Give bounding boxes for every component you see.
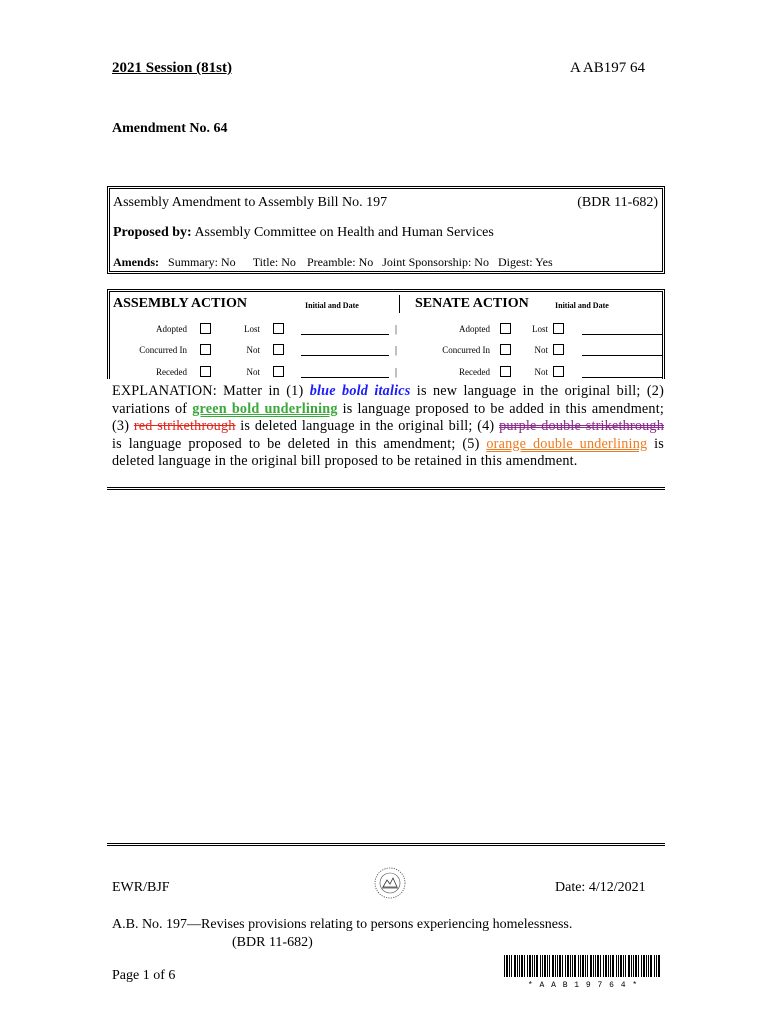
barcode-bar — [656, 955, 657, 977]
explanation-text: is language proposed to be added in this amendment; (3) — [112, 400, 664, 434]
barcode-bar — [567, 955, 569, 977]
barcode-bar — [506, 955, 508, 977]
senate-action-title: SENATE ACTION — [415, 296, 529, 311]
amends-summary: Summary: No — [168, 255, 236, 269]
barcode-bar — [565, 955, 566, 977]
assembly-concurred-checkbox[interactable] — [200, 344, 211, 355]
barcode-bar — [542, 955, 543, 977]
senate-concurred-label: Concurred In — [442, 345, 490, 355]
box-bdr: (BDR 11-682) — [577, 195, 658, 210]
barcode-bar — [524, 955, 525, 977]
barcode-bar — [544, 955, 546, 977]
barcode-bar — [650, 955, 652, 977]
explanation-text: EXPLANATION: Matter in (1) — [112, 383, 310, 399]
amends-digest: Digest: Yes — [497, 255, 553, 269]
assembly-not-label-1: Not — [246, 345, 260, 355]
barcode-bar — [603, 955, 604, 977]
drafter-initials: EWR/BJF — [112, 880, 170, 895]
green-underline-sample: green bold underlining — [192, 400, 338, 417]
barcode-bar — [646, 955, 647, 977]
assembly-initial-date-label: Initial and Date — [305, 301, 359, 310]
barcode-bar — [519, 955, 520, 977]
explanation-paragraph — [112, 383, 664, 471]
barcode-bar — [574, 955, 576, 977]
senate-adopted-checkbox[interactable] — [500, 323, 511, 334]
barcode-bar — [527, 955, 528, 977]
barcode-bar — [623, 955, 624, 977]
pipe-separator: | — [395, 324, 398, 335]
senate-signature-line-1[interactable] — [582, 334, 662, 335]
assembly-adopted-label: Adopted — [156, 324, 187, 334]
assembly-signature-line-2[interactable] — [301, 355, 389, 356]
barcode-bar — [654, 955, 655, 977]
pipe-separator: | — [395, 367, 398, 378]
barcode-bar — [610, 955, 611, 977]
explanation-rule — [107, 487, 665, 490]
barcode-bar — [612, 955, 614, 977]
barcode-bar — [559, 955, 561, 977]
red-strikethrough-sample: red strikethrough — [133, 418, 236, 434]
barcode-bar — [540, 955, 541, 977]
barcode-bar — [578, 955, 579, 977]
assembly-concurred-label: Concurred In — [139, 345, 187, 355]
assembly-not-checkbox-1[interactable] — [273, 344, 284, 355]
senate-lost-label: Lost — [531, 324, 548, 334]
amends-title: Title: No — [252, 255, 296, 269]
barcode-bar — [597, 955, 599, 977]
barcode-bar — [648, 955, 649, 977]
barcode-bar — [504, 955, 505, 977]
barcode-bar — [616, 955, 617, 977]
amendment-code: A AB197 64 — [570, 60, 646, 76]
senate-not-checkbox-1[interactable] — [553, 344, 564, 355]
amendment-number: Amendment No. 64 — [112, 121, 228, 136]
assembly-receded-label: Receded — [156, 367, 187, 377]
amendment-box — [107, 186, 665, 274]
pipe-separator: | — [395, 345, 398, 356]
barcode-bar — [547, 955, 548, 977]
barcode — [504, 955, 662, 990]
barcode-bar — [633, 955, 634, 977]
box-title: Assembly Amendment to Assembly Bill No. 197 — [113, 195, 388, 210]
barcode-bar — [593, 955, 594, 977]
barcode-bar — [585, 955, 586, 977]
barcode-bar — [511, 955, 512, 977]
senate-receded-label: Receded — [459, 367, 490, 377]
senate-lost-checkbox[interactable] — [553, 323, 564, 334]
barcode-bar — [534, 955, 535, 977]
barcode-bar — [509, 955, 510, 977]
assembly-not-label-2: Not — [246, 367, 260, 377]
barcode-bar — [631, 955, 632, 977]
barcode-bar — [625, 955, 626, 977]
barcode-bar — [552, 955, 554, 977]
assembly-action-title: ASSEMBLY ACTION — [113, 296, 247, 311]
barcode-bar — [643, 955, 645, 977]
barcode-bar — [618, 955, 619, 977]
explanation-text: is deleted language in the original bill proposed to be retained in this amendment. — [112, 435, 664, 469]
barcode-bar — [572, 955, 573, 977]
barcode-bar — [582, 955, 584, 977]
orange-underline-sample: orange double underlining — [486, 435, 648, 452]
assembly-signature-line-1[interactable] — [301, 334, 389, 335]
senate-not-checkbox-2[interactable] — [553, 366, 564, 377]
barcode-bar — [608, 955, 609, 977]
barcode-bar — [555, 955, 556, 977]
footer-rule — [107, 843, 665, 846]
explanation-text: is language proposed to be deleted in this amendment; (5) — [112, 435, 487, 452]
barcode-bar — [641, 955, 642, 977]
section-divider — [399, 295, 400, 313]
proposed-by-label: Proposed by: — [113, 225, 192, 240]
bill-summary: A.B. No. 197—Revises provisions relating to persons experiencing homelessness. — [112, 917, 573, 932]
amends-label: Amends: — [113, 255, 160, 269]
explanation-text: is deleted language in the original bill; (4) — [235, 418, 500, 434]
amends-row — [113, 255, 553, 270]
barcode-bar — [605, 955, 607, 977]
assembly-not-checkbox-2[interactable] — [273, 366, 284, 377]
blue-italics-sample: blue bold italics — [309, 383, 411, 399]
barcode-bar — [557, 955, 558, 977]
barcode-bar — [549, 955, 550, 977]
proposed-by-value: Assembly Committee on Health and Human Services — [194, 225, 494, 240]
assembly-lost-checkbox[interactable] — [273, 323, 284, 334]
amendment-date: Date: 4/12/2021 — [555, 880, 646, 895]
amends-joint-sponsorship: Joint Sponsorship: No — [382, 255, 489, 269]
senate-signature-line-2[interactable] — [582, 355, 662, 356]
senate-adopted-label: Adopted — [459, 324, 490, 334]
barcode-bars-icon — [504, 955, 662, 977]
bill-bdr: (BDR 11-682) — [232, 935, 313, 950]
barcode-bar — [570, 955, 571, 977]
barcode-bar — [514, 955, 516, 977]
purple-strikethrough-sample: purple double strikethrough — [499, 418, 665, 434]
senate-not-label-2: Not — [534, 367, 548, 377]
barcode-bar — [517, 955, 518, 977]
senate-concurred-checkbox[interactable] — [500, 344, 511, 355]
assembly-lost-label: Lost — [243, 324, 260, 334]
assembly-receded-checkbox[interactable] — [200, 366, 211, 377]
page-number: Page 1 of 6 — [112, 968, 176, 983]
barcode-bar — [595, 955, 596, 977]
explanation-text: is new language in the original bill; (2) variations of — [112, 383, 665, 417]
action-section — [107, 289, 665, 379]
proposed-by — [113, 225, 494, 241]
barcode-bar — [635, 955, 637, 977]
barcode-bar — [587, 955, 588, 977]
assembly-signature-line-3[interactable] — [301, 377, 389, 378]
barcode-bar — [580, 955, 581, 977]
senate-initial-date-label: Initial and Date — [555, 301, 609, 310]
barcode-bar — [590, 955, 592, 977]
barcode-bar — [628, 955, 630, 977]
barcode-bar — [562, 955, 563, 977]
amends-preamble: Preamble: No — [306, 255, 374, 269]
senate-receded-checkbox[interactable] — [500, 366, 511, 377]
barcode-bar — [521, 955, 523, 977]
barcode-bar — [532, 955, 533, 977]
barcode-text: * A A B 1 9 7 6 4 * — [527, 981, 639, 990]
barcode-bar — [620, 955, 622, 977]
barcode-bar — [529, 955, 531, 977]
nevada-seal-icon — [373, 866, 407, 900]
barcode-bar — [638, 955, 639, 977]
barcode-bar — [600, 955, 601, 977]
senate-signature-line-3[interactable] — [582, 377, 662, 378]
barcode-bar — [536, 955, 538, 977]
senate-not-label-1: Not — [534, 345, 548, 355]
barcode-bar — [658, 955, 660, 977]
assembly-adopted-checkbox[interactable] — [200, 323, 211, 334]
session-title: 2021 Session (81st) — [112, 60, 233, 76]
